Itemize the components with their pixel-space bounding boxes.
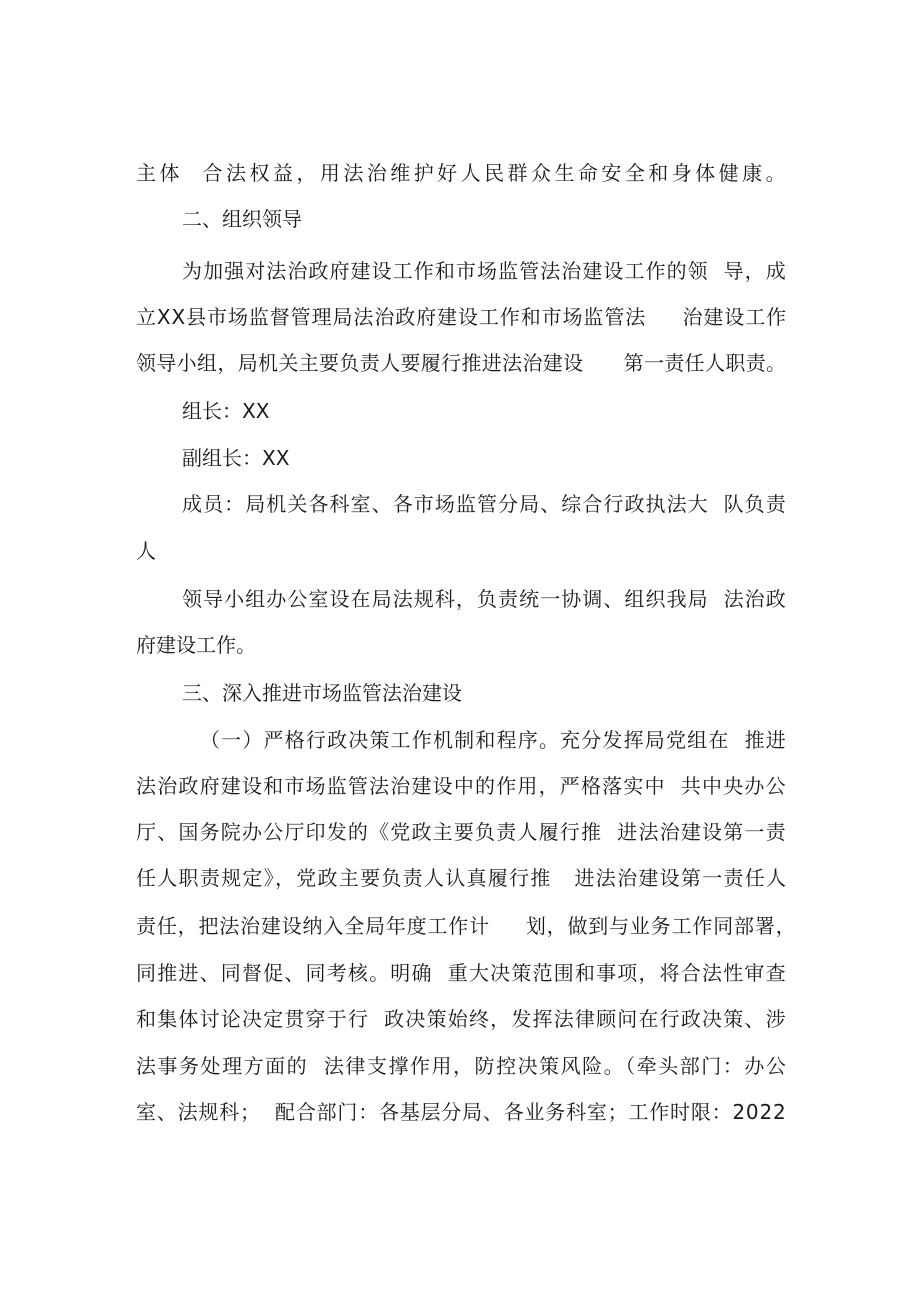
text-line-1: 主体 合法权益，用法治维护好人民群众生命安全和身体健康。 (136, 161, 790, 185)
subsection-1-line-8: 法事务处理方面的 法律支撑作用，防控决策风险。（牵头部门：办公 (136, 1054, 788, 1078)
text-line-10: 领导小组办公室设在局法规科，负责统一协调、组织我局 法治政 (182, 587, 787, 611)
members-line: 成员：局机关各科室、各市场监管分局、综合行政执法大 队负责 (182, 492, 787, 516)
subsection-1-line-2: 法治政府建设和市场监管法治建设中的作用，严格落实中 共中央办公 (136, 774, 787, 798)
subsection-1-line-5: 责任，把法治建设纳入全局年度工作计 划，做到与业务工作同部署， (136, 914, 797, 938)
text-line-4: 立XX县市场监督管理局法治政府建设工作和市场监管法 治建设工作 (136, 305, 788, 329)
section-heading-3: 三、深入推进市场监管法治建设 (182, 681, 462, 705)
subsection-1-line-7: 和集体讨论决定贯穿于行 政决策始终，发挥法律顾问在行政决策、涉 (136, 1007, 787, 1031)
text-line-3: 为加强对法治政府建设工作和市场监管法治建设工作的领 导，成 (182, 259, 787, 283)
section-heading-2: 二、组织领导 (182, 207, 302, 231)
deputy-leader-line: 副组长：XX (182, 446, 290, 470)
subsection-1-line-3: 厅、国务院办公厅印发的《党政主要负责人履行推 进法治建设第一责 (136, 820, 787, 844)
subsection-1-line-1: （一）严格行政决策工作机制和程序。充分发挥局党组在 推进 (200, 728, 787, 752)
team-leader-line: 组长：XX (182, 399, 270, 423)
subsection-1-line-9: 室、法规科； 配合部门：各基层分局、各业务科室；工作时限：2022 (136, 1100, 787, 1124)
subsection-1-line-4: 任人职责规定》，党政主要负责人认真履行推 进法治建设第一责任人 (136, 866, 788, 890)
text-line-11: 府建设工作。 (136, 633, 256, 657)
text-line-5: 领导小组，局机关主要负责人要履行推进法治建设 第一责任人职责。 (136, 351, 787, 375)
members-line-cont: 人 (136, 539, 156, 563)
subsection-1-line-6: 同推进、同督促、同考核。明确 重大决策范围和事项，将合法性审查 (136, 961, 787, 985)
